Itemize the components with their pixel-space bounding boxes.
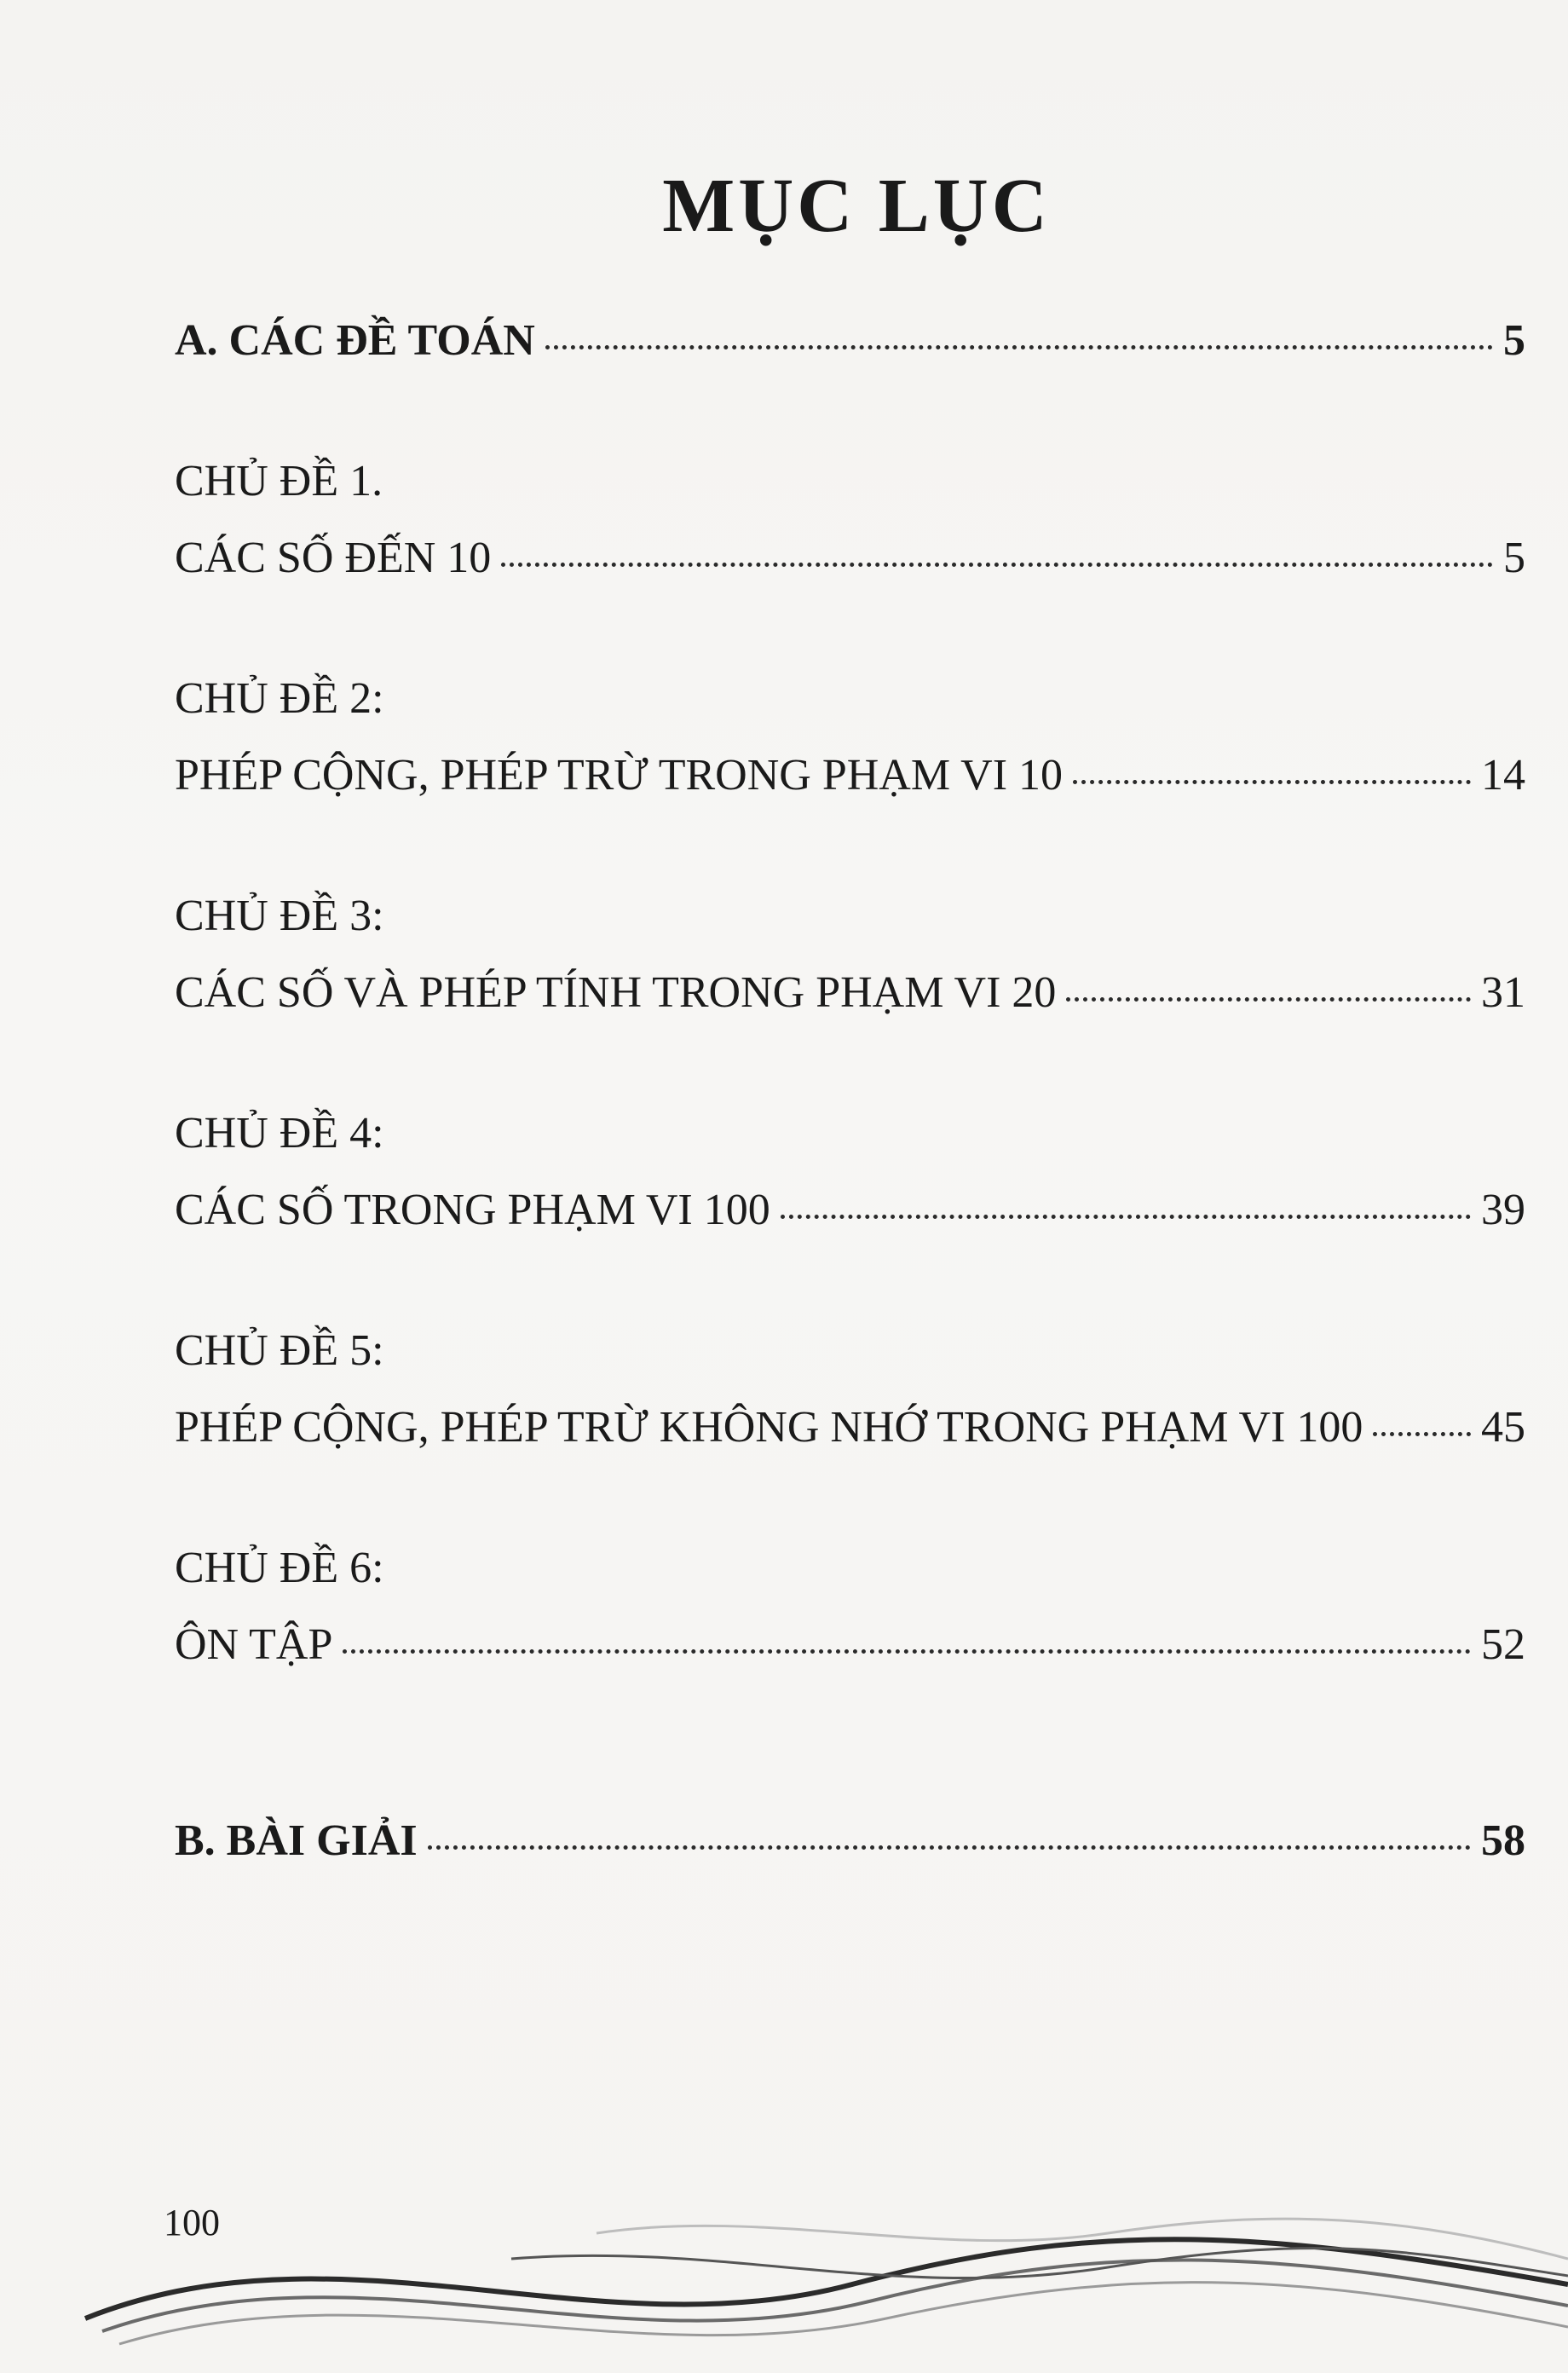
toc-entry-label: PHÉP CỘNG, PHÉP TRỪ KHÔNG NHỚ TRONG PHẠM VI 100: [175, 1403, 1363, 1452]
toc-entry-label: CÁC SỐ ĐẾN 10: [175, 534, 492, 582]
toc-entry-chapter-5: [175, 1402, 1525, 1452]
dot-leader: [545, 345, 1493, 349]
toc-section-label: A. CÁC ĐỀ TOÁN: [175, 316, 535, 365]
toc-page-number: 45: [1481, 1403, 1525, 1452]
dot-leader: [1066, 997, 1471, 1002]
toc-section-b: [175, 1816, 1525, 1866]
toc-section-a: [175, 315, 1525, 366]
toc-page-number: 5: [1503, 534, 1525, 582]
toc-page-number: 14: [1481, 751, 1525, 800]
dot-leader: [428, 1845, 1471, 1850]
decorative-wave-ornament: [0, 2182, 1568, 2373]
dot-leader: [1073, 780, 1471, 784]
toc-page-number: 58: [1481, 1816, 1525, 1865]
chapter-1-heading: CHỦ ĐỀ 1.: [175, 457, 383, 505]
toc-entry-chapter-3: [175, 967, 1525, 1018]
chapter-3-heading: CHỦ ĐỀ 3:: [175, 892, 384, 940]
toc-page-number: 5: [1503, 316, 1525, 365]
toc-page-number: 52: [1481, 1620, 1525, 1669]
chapter-5-heading: CHỦ ĐỀ 5:: [175, 1326, 384, 1375]
chapter-2-heading: CHỦ ĐỀ 2:: [175, 674, 384, 723]
toc-entry-label: PHÉP CỘNG, PHÉP TRỪ TRONG PHẠM VI 10: [175, 751, 1064, 800]
dot-leader: [781, 1215, 1471, 1219]
toc-entry-chapter-4: [175, 1185, 1525, 1235]
toc-entry-chapter-2: [175, 750, 1525, 800]
toc-entry-label: CÁC SỐ VÀ PHÉP TÍNH TRONG PHẠM VI 20: [175, 968, 1057, 1017]
page-number: 100: [164, 2202, 220, 2243]
page-title: MỤC LỤC: [662, 164, 1051, 248]
dot-leader: [1373, 1432, 1471, 1436]
chapter-6-heading: CHỦ ĐỀ 6:: [175, 1544, 384, 1592]
toc-entry-label: ÔN TẬP: [175, 1620, 333, 1669]
toc-entry-chapter-6: [175, 1620, 1525, 1670]
toc-page-number: 39: [1481, 1186, 1525, 1234]
dot-leader: [343, 1649, 1471, 1654]
toc-entry-label: CÁC SỐ TRONG PHẠM VI 100: [175, 1186, 770, 1234]
toc-page-number: 31: [1481, 968, 1525, 1017]
chapter-4-heading: CHỦ ĐỀ 4:: [175, 1109, 384, 1158]
toc-section-label: B. BÀI GIẢI: [175, 1816, 418, 1865]
dot-leader: [501, 563, 1493, 567]
toc-entry-chapter-1: [175, 533, 1525, 583]
